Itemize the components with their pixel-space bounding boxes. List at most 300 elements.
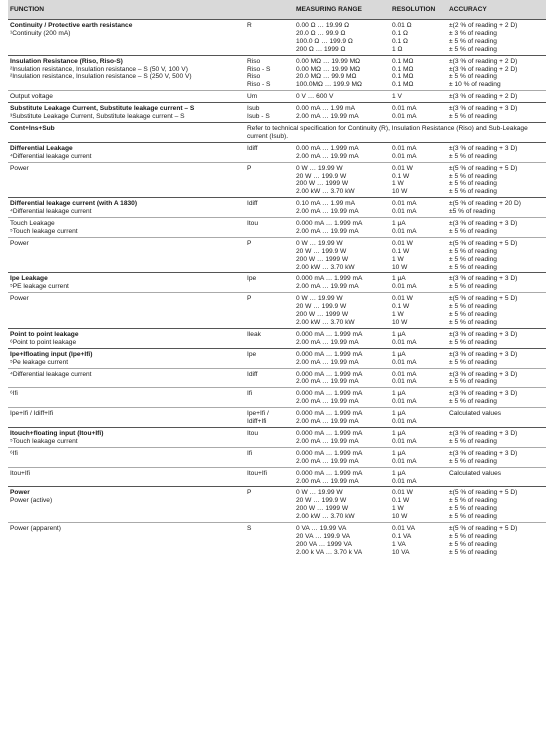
table-row bbox=[8, 348, 546, 368]
range-cell bbox=[294, 523, 390, 558]
cell-line: ± 5 % of reading bbox=[449, 37, 497, 45]
cell-line: ⁵Pe leakage current bbox=[10, 358, 69, 366]
symbol-cell bbox=[245, 368, 294, 388]
section-heading: Power bbox=[10, 489, 30, 497]
cell-line: 20 W … 199.9 W bbox=[296, 247, 347, 255]
table-row bbox=[8, 388, 546, 408]
cell-line: Itou+Ifi bbox=[247, 469, 267, 477]
cell-line: Power bbox=[10, 164, 29, 172]
cell-line: 0.00 MΩ … 19.99 MΩ bbox=[296, 65, 361, 73]
accuracy-cell bbox=[447, 293, 546, 329]
resolution-cell bbox=[390, 293, 447, 329]
cell-line: 0.01 mA bbox=[392, 152, 417, 160]
accuracy-cell bbox=[447, 218, 546, 238]
range-cell bbox=[294, 447, 390, 467]
cell-line: ⁴Differential leakage current bbox=[10, 152, 92, 160]
cell-line: ²Insulation resistance, Insulation resistance – S (250 V, 500 V) bbox=[10, 73, 192, 81]
symbol-cell bbox=[245, 198, 294, 218]
cell-line: Power (apparent) bbox=[10, 525, 61, 533]
cell-line: Calculated values bbox=[449, 469, 502, 477]
header-function: FUNCTION bbox=[8, 0, 245, 20]
cell-line: Itou+Ifi bbox=[10, 469, 30, 477]
cell-line: Itou bbox=[247, 429, 258, 437]
cell-line: 10 VA bbox=[392, 548, 410, 556]
cell-line: 0.000 mA … 1.999 mA bbox=[296, 469, 363, 477]
cell-line: 0 W … 19.99 W bbox=[296, 295, 343, 303]
cell-line: ± 5 % of reading bbox=[449, 152, 497, 160]
cell-line: ± 5 % of reading bbox=[449, 172, 497, 180]
cell-line: ± 5 % of reading bbox=[449, 180, 497, 188]
cell-line: 200 VA … 1999 VA bbox=[296, 540, 352, 548]
accuracy-cell bbox=[447, 408, 546, 428]
range-cell bbox=[294, 162, 390, 198]
section-heading: Itouch+floating input (Itou+Ifi) bbox=[10, 429, 104, 437]
cell-line: ±(3 % of reading + 3 D) bbox=[449, 144, 518, 152]
cell-line: 2.00 mA … 19.99 mA bbox=[296, 113, 359, 121]
cell-line: 0.01 W bbox=[392, 489, 413, 497]
accuracy-cell bbox=[447, 368, 546, 388]
cell-line: Idiff bbox=[247, 200, 258, 208]
cell-line: 200 W … 1999 W bbox=[296, 505, 349, 513]
cell-line: 0.1 VA bbox=[392, 532, 412, 540]
cell-line: 0.1 W bbox=[392, 172, 410, 180]
function-cell bbox=[8, 162, 245, 198]
cell-line: ± 5 % of reading bbox=[449, 437, 497, 445]
cell-line: 0.000 mA … 1.999 mA bbox=[296, 429, 363, 437]
cell-line: 1 μA bbox=[392, 449, 406, 457]
cell-line: Calculated values bbox=[449, 410, 502, 418]
range-cell bbox=[294, 427, 390, 447]
cell-line: 0.000 mA … 1.999 mA bbox=[296, 350, 363, 358]
cell-line: 20 W … 199.9 W bbox=[296, 497, 347, 505]
symbol-cell bbox=[245, 162, 294, 198]
section-heading: Ipe Leakage bbox=[10, 275, 48, 283]
cell-line: ± 5 % of reading bbox=[449, 513, 497, 521]
cell-line: Power (active) bbox=[10, 497, 53, 505]
measurement-spec-table bbox=[8, 0, 546, 558]
accuracy-cell bbox=[447, 467, 546, 487]
cell-line: Ifi bbox=[247, 390, 253, 398]
cell-line: ⁵PE leakage current bbox=[10, 283, 69, 291]
function-cell bbox=[8, 523, 245, 558]
cell-line: ± 5 % of reading bbox=[449, 255, 497, 263]
cell-line: 1 V bbox=[392, 93, 402, 101]
cell-line: 0.00 Ω … 19.99 Ω bbox=[296, 22, 350, 29]
cell-line: ±(5 % of reading + 5 D) bbox=[449, 295, 518, 303]
cell-line: 1 Ω bbox=[392, 45, 403, 53]
cell-line: 0.00 mA … 1.999 mA bbox=[296, 144, 359, 152]
cell-line: ⁴Differential leakage current bbox=[10, 370, 92, 378]
cell-line: 200 Ω … 1999 Ω bbox=[296, 45, 346, 53]
cell-line: 2.00 mA … 19.99 mA bbox=[296, 152, 359, 160]
header-accuracy: ACCURACY bbox=[447, 0, 546, 20]
range-cell bbox=[294, 328, 390, 348]
cell-line: 1 W bbox=[392, 180, 404, 188]
cell-line: 0.01 mA bbox=[392, 144, 417, 152]
table-row bbox=[8, 103, 546, 123]
cell-line: 1 μA bbox=[392, 350, 406, 358]
cell-line: Touch Leakage bbox=[10, 220, 55, 228]
cell-line: 0 W … 19.99 W bbox=[296, 489, 343, 497]
cell-line: 20 W … 199.9 W bbox=[296, 303, 347, 311]
cell-line: 0.01 W bbox=[392, 239, 413, 247]
cell-line: 0.1 MΩ bbox=[392, 81, 414, 89]
cell-line: 100.0 Ω … 199.9 Ω bbox=[296, 37, 353, 45]
table-header bbox=[8, 0, 546, 20]
cell-line: 2.00 mA … 19.99 mA bbox=[296, 378, 359, 386]
cell-line: ± 5 % of reading bbox=[449, 303, 497, 311]
cell-line: 20 W … 199.9 W bbox=[296, 172, 347, 180]
range-cell bbox=[294, 218, 390, 238]
range-cell bbox=[294, 388, 390, 408]
accuracy-cell bbox=[447, 91, 546, 103]
cell-line: ±(3 % of reading + 3 D) bbox=[449, 390, 518, 398]
cell-line: Itou bbox=[247, 220, 258, 228]
accuracy-cell bbox=[447, 162, 546, 198]
cell-line: 2.00 mA … 19.99 mA bbox=[296, 477, 359, 485]
cell-line: 0.01 mA bbox=[392, 398, 417, 406]
section-heading: Differential leakage current (with A 1830) bbox=[10, 200, 138, 208]
symbol-cell bbox=[245, 447, 294, 467]
resolution-cell bbox=[390, 487, 447, 523]
cell-line: Idiff bbox=[247, 370, 258, 378]
function-cell bbox=[8, 348, 245, 368]
cell-line: 0.000 mA … 1.999 mA bbox=[296, 449, 363, 457]
cell-line: 2.00 mA … 19.99 mA bbox=[296, 338, 359, 346]
symbol-cell bbox=[245, 273, 294, 293]
function-cell bbox=[8, 122, 245, 142]
cell-line: Cont+Ins+Sub bbox=[10, 124, 55, 132]
table-row bbox=[8, 122, 546, 142]
symbol-cell bbox=[245, 218, 294, 238]
cell-line: ⁵Touch leakage current bbox=[10, 437, 78, 445]
cell-line: 1 W bbox=[392, 505, 404, 513]
cell-line: ²Insulation resistance, Insulation resistance – S (50 V, 100 V) bbox=[10, 65, 188, 73]
symbol-cell bbox=[245, 142, 294, 162]
cell-line: 0.01 mA bbox=[392, 283, 417, 291]
accuracy-cell bbox=[447, 20, 546, 56]
cell-line: ± 5 % of reading bbox=[449, 378, 497, 386]
accuracy-cell bbox=[447, 328, 546, 348]
cell-line: 0.01 Ω bbox=[392, 22, 412, 29]
cell-line: 2.00 mA … 19.99 mA bbox=[296, 437, 359, 445]
symbol-cell bbox=[245, 408, 294, 428]
header-measuring-range: MEASURING RANGE bbox=[294, 0, 390, 20]
table-row bbox=[8, 20, 546, 56]
cell-line: 0.01 mA bbox=[392, 437, 417, 445]
resolution-cell bbox=[390, 388, 447, 408]
cell-line: 0.01 mA bbox=[392, 227, 417, 235]
cell-line: 0.01 W bbox=[392, 164, 413, 172]
cell-line: ±(3 % of reading + 3 D) bbox=[449, 330, 518, 338]
accuracy-cell bbox=[447, 487, 546, 523]
cell-line: 2.00 mA … 19.99 mA bbox=[296, 208, 359, 216]
cell-line: 0.000 mA … 1.999 mA bbox=[296, 220, 363, 228]
cell-line: 0.01 mA bbox=[392, 358, 417, 366]
function-cell bbox=[8, 237, 245, 273]
cell-line: 200 W … 1999 W bbox=[296, 180, 349, 188]
accuracy-cell bbox=[447, 198, 546, 218]
table-row bbox=[8, 487, 546, 523]
cell-line: Output voltage bbox=[10, 93, 53, 101]
cell-line: ± 5 % of reading bbox=[449, 188, 497, 196]
resolution-cell bbox=[390, 467, 447, 487]
cell-line: 0.1 MΩ bbox=[392, 73, 414, 81]
cell-line: 0.01 mA bbox=[392, 378, 417, 386]
table-row bbox=[8, 162, 546, 198]
symbol-cell bbox=[245, 91, 294, 103]
cell-line: Riso - S bbox=[247, 65, 271, 73]
cell-line: 0 V … 600 V bbox=[296, 93, 334, 101]
function-cell bbox=[8, 408, 245, 428]
cell-line: ± 5 % of reading bbox=[449, 45, 497, 53]
cell-line: ⁴Differential leakage current bbox=[10, 208, 92, 216]
cell-line: ± 5 % of reading bbox=[449, 227, 497, 235]
cell-line: 0.01 mA bbox=[392, 208, 417, 216]
accuracy-cell bbox=[447, 388, 546, 408]
cell-line: Riso bbox=[247, 73, 261, 81]
resolution-cell bbox=[390, 103, 447, 123]
symbol-cell bbox=[245, 348, 294, 368]
range-cell bbox=[294, 273, 390, 293]
cell-line: 0.000 mA … 1.999 mA bbox=[296, 370, 363, 378]
function-cell bbox=[8, 293, 245, 329]
table-row bbox=[8, 91, 546, 103]
resolution-cell bbox=[390, 162, 447, 198]
cell-line: 0.1 W bbox=[392, 497, 410, 505]
cell-line: 0.1 MΩ bbox=[392, 57, 414, 65]
accuracy-cell bbox=[447, 523, 546, 558]
function-cell bbox=[8, 388, 245, 408]
symbol-cell bbox=[245, 467, 294, 487]
table-row bbox=[8, 408, 546, 428]
cell-line: ±(3 % of reading + 3 D) bbox=[449, 429, 518, 437]
cell-line: 0.000 mA … 1.999 mA bbox=[296, 410, 363, 418]
cell-line: 0.01 mA bbox=[392, 418, 417, 426]
symbol-cell bbox=[245, 388, 294, 408]
cell-line: 0.1 W bbox=[392, 303, 410, 311]
section-heading: Substitute Leakage Current, Substitute leakage current – S bbox=[10, 105, 195, 113]
symbol-cell bbox=[245, 55, 294, 91]
table-row bbox=[8, 198, 546, 218]
cell-line: ⁶Point to point leakage bbox=[10, 338, 77, 346]
cell-line: ± 5 % of reading bbox=[449, 113, 497, 121]
accuracy-cell bbox=[447, 55, 546, 91]
cell-line: Ipe bbox=[247, 275, 257, 283]
cell-line: ± 5 % of reading bbox=[449, 505, 497, 513]
cell-line: 0.1 W bbox=[392, 247, 410, 255]
range-cell bbox=[294, 103, 390, 123]
range-cell bbox=[294, 368, 390, 388]
function-cell bbox=[8, 273, 245, 293]
cell-line: Idiff bbox=[247, 144, 258, 152]
cell-line: Isub bbox=[247, 105, 260, 113]
cell-line: ±(5 % of reading + 5 D) bbox=[449, 164, 518, 172]
cell-line: 2.00 kW … 3.70 kW bbox=[296, 188, 355, 196]
table-row bbox=[8, 467, 546, 487]
cell-line: 20.0 MΩ … 99.9 MΩ bbox=[296, 73, 357, 81]
cell-line: ±(3 % of reading + 3 D) bbox=[449, 275, 518, 283]
function-cell bbox=[8, 103, 245, 123]
cell-line: 2.00 mA … 19.99 mA bbox=[296, 418, 359, 426]
table-row bbox=[8, 293, 546, 329]
cell-line: 2.00 kW … 3.70 kW bbox=[296, 263, 355, 271]
section-heading: Ipe+Ifloating input (Ipe+Ifi) bbox=[10, 350, 93, 358]
accuracy-cell bbox=[447, 103, 546, 123]
cell-line: ± 5 % of reading bbox=[449, 263, 497, 271]
cell-line: ± 5 % of reading bbox=[449, 338, 497, 346]
cell-line: ± 5 % of reading bbox=[449, 283, 497, 291]
cell-line: Ipe+Ifi / Idiff+Ifi bbox=[10, 410, 54, 418]
cell-line: 2.00 mA … 19.99 mA bbox=[296, 283, 359, 291]
function-cell bbox=[8, 368, 245, 388]
symbol-cell bbox=[245, 20, 294, 56]
cell-line: 1 μA bbox=[392, 390, 406, 398]
cell-line: 0.000 mA … 1.999 mA bbox=[296, 390, 363, 398]
cell-line: ± 5 % of reading bbox=[449, 398, 497, 406]
cell-line: 0.01 W bbox=[392, 295, 413, 303]
symbol-cell bbox=[245, 523, 294, 558]
cell-line: 1 μA bbox=[392, 220, 406, 228]
function-cell bbox=[8, 328, 245, 348]
resolution-cell bbox=[390, 20, 447, 56]
cell-line: ±(3 % of reading + 3 D) bbox=[449, 105, 518, 113]
symbol-cell bbox=[245, 237, 294, 273]
cell-line: 1 μA bbox=[392, 429, 406, 437]
range-cell bbox=[294, 293, 390, 329]
cell-line: ±(3 % of reading + 3 D) bbox=[449, 449, 518, 457]
cell-line: 10 W bbox=[392, 319, 408, 326]
resolution-cell bbox=[390, 328, 447, 348]
cell-line: 0.01 mA bbox=[392, 105, 417, 113]
cell-line: S bbox=[247, 525, 252, 533]
cell-line: ±(5 % of reading + 20 D) bbox=[449, 200, 521, 208]
cell-line: 0.01 mA bbox=[392, 113, 417, 121]
table-row bbox=[8, 328, 546, 348]
range-cell bbox=[294, 198, 390, 218]
resolution-cell bbox=[390, 368, 447, 388]
resolution-cell bbox=[390, 408, 447, 428]
table-row bbox=[8, 142, 546, 162]
resolution-cell bbox=[390, 348, 447, 368]
table-row bbox=[8, 237, 546, 273]
accuracy-cell bbox=[447, 237, 546, 273]
cell-line: 2.00 mA … 19.99 mA bbox=[296, 227, 359, 235]
cell-line: 0.01 mA bbox=[392, 477, 417, 485]
header-resolution: RESOLUTION bbox=[390, 0, 447, 20]
resolution-cell bbox=[390, 447, 447, 467]
cell-line: ⁶Ifi bbox=[10, 390, 18, 398]
cell-line: 2.00 mA … 19.99 mA bbox=[296, 358, 359, 366]
cell-line: Isub - S bbox=[247, 113, 270, 121]
cell-line: ± 5 % of reading bbox=[449, 358, 497, 366]
function-cell bbox=[8, 467, 245, 487]
cell-line: 1 W bbox=[392, 311, 404, 319]
cell-line: 100.0MΩ … 199.9 MΩ bbox=[296, 81, 362, 89]
cell-line: 2.00 kW … 3.70 kW bbox=[296, 513, 355, 521]
symbol-cell bbox=[245, 328, 294, 348]
cell-line: Power bbox=[10, 295, 29, 303]
table-row bbox=[8, 368, 546, 388]
table-body bbox=[8, 20, 546, 558]
accuracy-cell bbox=[447, 273, 546, 293]
function-cell bbox=[8, 198, 245, 218]
cell-line: 0.01 mA bbox=[392, 370, 417, 378]
resolution-cell bbox=[390, 523, 447, 558]
table-row bbox=[8, 523, 546, 558]
cell-line: ⁶Ifi bbox=[10, 449, 18, 457]
header-symbol bbox=[245, 0, 294, 20]
table-row bbox=[8, 55, 546, 91]
cell-line: ±(3 % of reading + 2 D) bbox=[449, 93, 518, 101]
cell-line: 1 μA bbox=[392, 275, 406, 283]
cell-line: 0 W … 19.99 W bbox=[296, 239, 343, 247]
cell-line: ± 3 % of reading bbox=[449, 29, 497, 37]
cell-line: 20.0 Ω … 99.9 Ω bbox=[296, 29, 346, 37]
cell-line: 2.00 k VA … 3.70 k VA bbox=[296, 548, 363, 556]
cell-line: Ipe+Ifi / bbox=[247, 410, 269, 418]
range-cell bbox=[294, 91, 390, 103]
cell-line: ± 5 % of reading bbox=[449, 247, 497, 255]
cell-line: Ipe bbox=[247, 350, 257, 358]
cell-line: ±(3 % of reading + 3 D) bbox=[449, 350, 518, 358]
cell-line: ±5 % of reading bbox=[449, 208, 496, 216]
section-heading: Point to point leakage bbox=[10, 330, 79, 338]
cell-line: Power bbox=[10, 239, 29, 247]
table-row bbox=[8, 218, 546, 238]
cell-line: ±(5 % of reading + 5 D) bbox=[449, 489, 518, 497]
symbol-cell bbox=[245, 487, 294, 523]
table-row bbox=[8, 273, 546, 293]
cell-line: 0.10 mA … 1.99 mA bbox=[296, 200, 356, 208]
cell-line: ±(3 % of reading + 3 D) bbox=[449, 220, 518, 228]
note-cell: Refer to technical specification for Continuity (R), Insulation Resistance (Riso) and Sub-Leakage current (Isub). bbox=[245, 122, 546, 142]
cell-line: P bbox=[247, 164, 252, 172]
range-cell bbox=[294, 20, 390, 56]
cell-line: 1 W bbox=[392, 255, 404, 263]
cell-line: Ifi bbox=[247, 449, 253, 457]
cell-line: 20 VA … 199.9 VA bbox=[296, 532, 351, 540]
cell-line: Idiff+Ifi bbox=[247, 418, 267, 426]
cell-line: ¹Continuity (200 mA) bbox=[10, 29, 71, 37]
cell-line: ± 5 % of reading bbox=[449, 540, 497, 548]
range-cell bbox=[294, 467, 390, 487]
range-cell bbox=[294, 55, 390, 91]
cell-line: P bbox=[247, 489, 252, 497]
range-cell bbox=[294, 237, 390, 273]
cell-line: 10 W bbox=[392, 263, 408, 271]
accuracy-cell bbox=[447, 142, 546, 162]
function-cell bbox=[8, 55, 245, 91]
cell-line: 0.00 mA … 1.99 mA bbox=[296, 105, 356, 113]
cell-line: 0.1 Ω bbox=[392, 37, 408, 45]
function-cell bbox=[8, 218, 245, 238]
resolution-cell bbox=[390, 142, 447, 162]
cell-line: ± 5 % of reading bbox=[449, 73, 497, 81]
resolution-cell bbox=[390, 198, 447, 218]
cell-line: 0.000 mA … 1.999 mA bbox=[296, 330, 363, 338]
cell-line: ±(5 % of reading + 5 D) bbox=[449, 525, 518, 533]
cell-line: 2.00 mA … 19.99 mA bbox=[296, 457, 359, 465]
cell-line: 0.1 MΩ bbox=[392, 65, 414, 73]
cell-line: 1 μA bbox=[392, 469, 406, 477]
cell-line: 2.00 kW … 3.70 kW bbox=[296, 319, 355, 326]
symbol-cell bbox=[245, 293, 294, 329]
resolution-cell bbox=[390, 55, 447, 91]
range-cell bbox=[294, 487, 390, 523]
cell-line: ± 10 % of reading bbox=[449, 81, 501, 89]
cell-line: 10 W bbox=[392, 188, 408, 196]
